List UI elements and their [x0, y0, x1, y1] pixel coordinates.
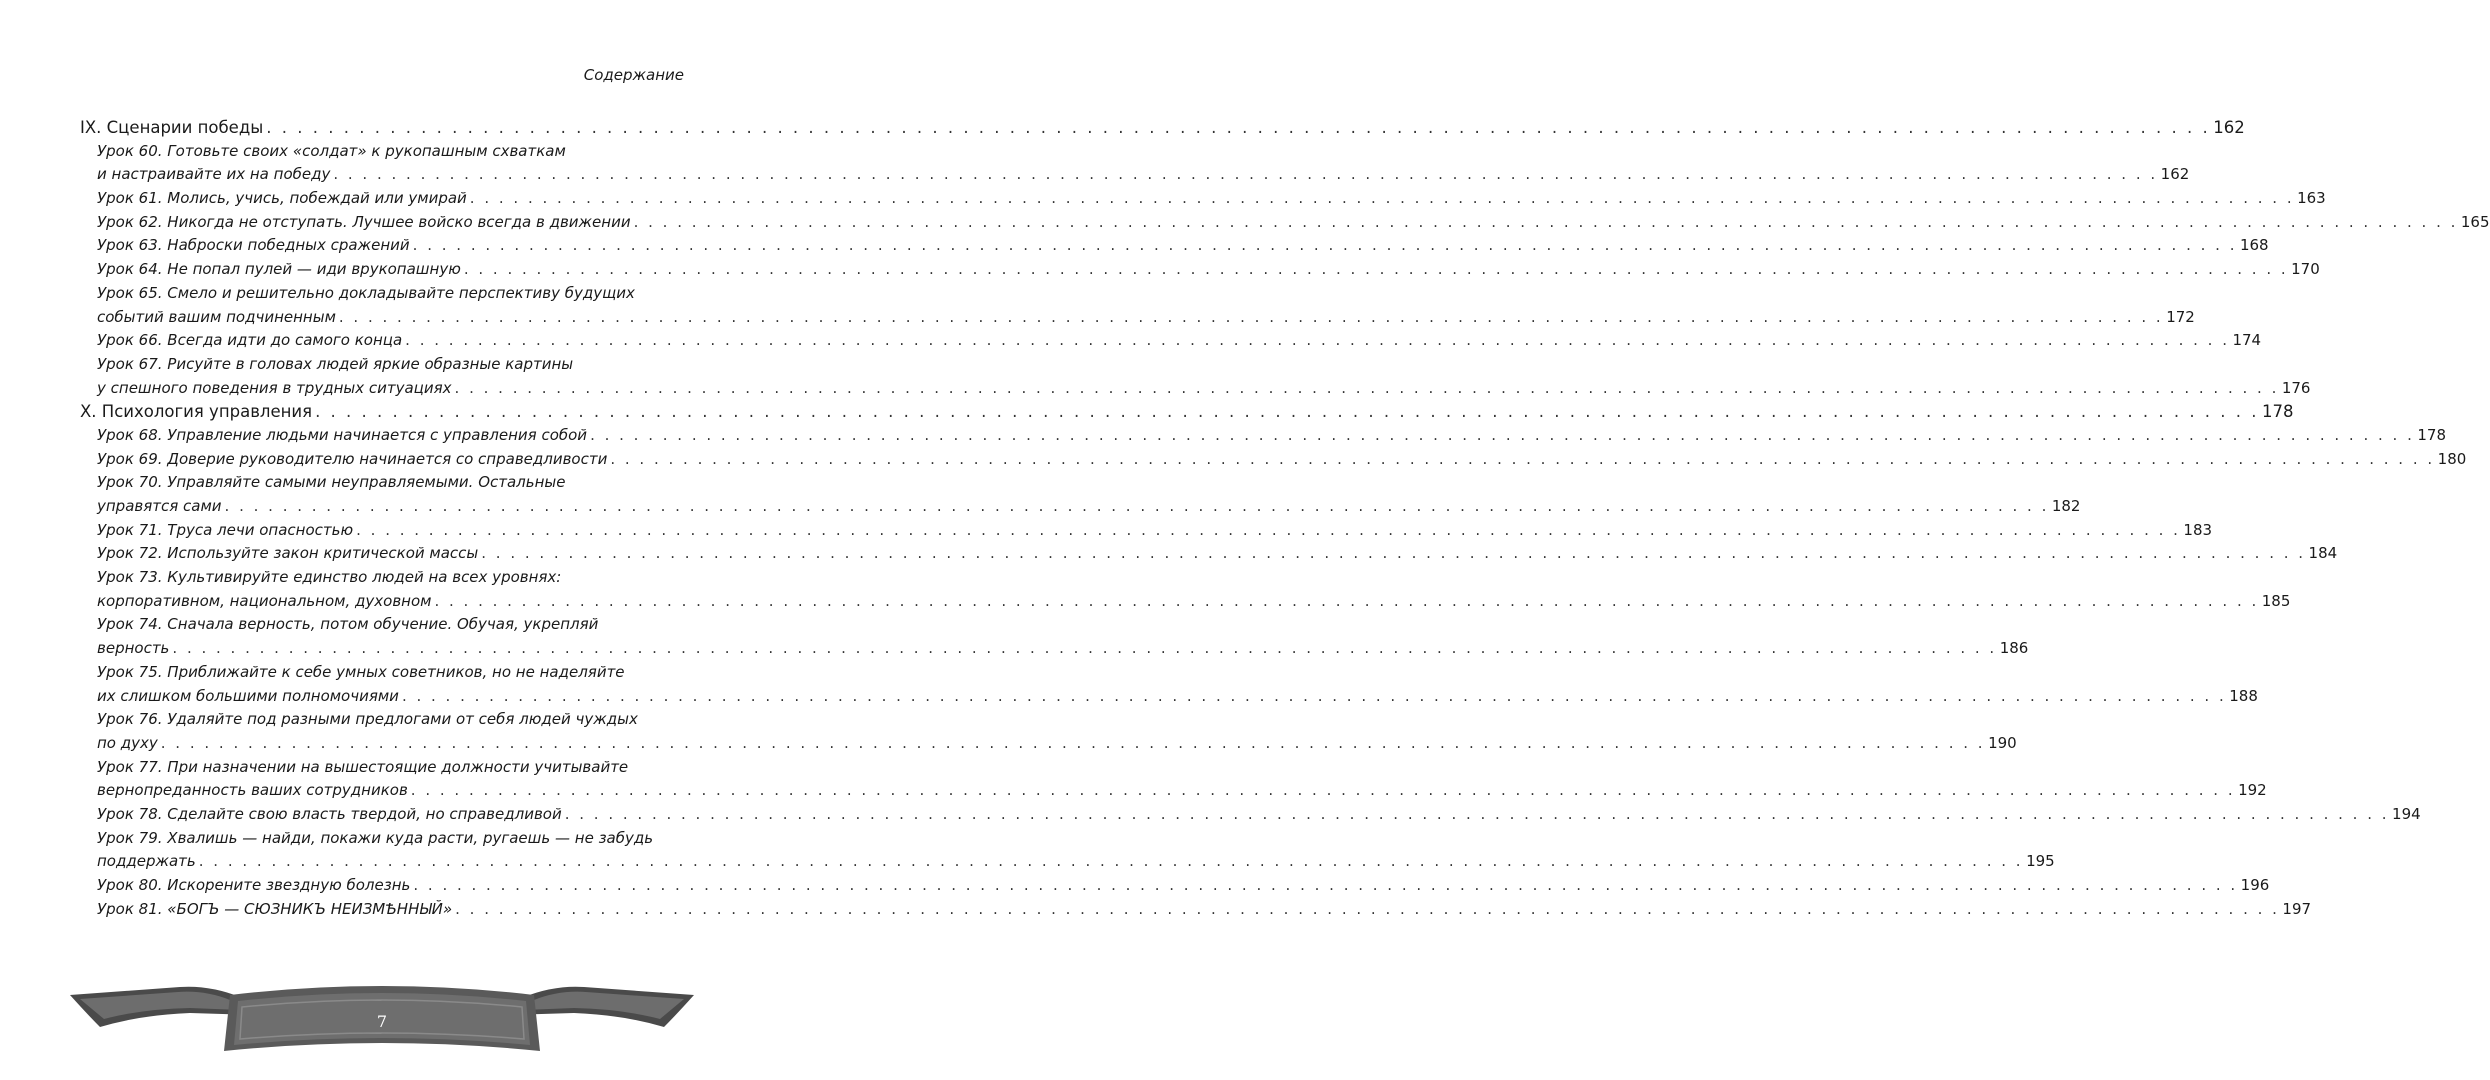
toc-lesson-entry: [80, 187, 2326, 211]
toc-entry-title: Урок 63. Наброски победных сражений: [97, 236, 410, 255]
toc-page-number: 162: [2213, 118, 2245, 137]
toc-leader-dots: [590, 424, 2414, 448]
toc-lesson-entry: [80, 258, 2320, 282]
toc-leader-dots: [455, 898, 2279, 922]
toc-entry-title: X. Психология управления: [80, 402, 313, 422]
toc-leader-dots: [610, 448, 2434, 472]
toc-page-number: 165: [2460, 212, 2490, 231]
toc-entry-title: верность: [97, 639, 170, 658]
toc-entry-title: Урок 77. При назначении на вышестоящие должности учитывайте: [97, 757, 629, 776]
toc-page-number: 162: [2160, 165, 2190, 184]
ribbon-banner-ornament: [70, 955, 694, 1055]
toc-entry-title: у спешного поведения в трудных ситуациях: [97, 378, 452, 397]
toc-entry-title: Урок 80. Искорените звездную болезнь: [97, 876, 411, 894]
toc-leader-dots: [413, 234, 2237, 258]
toc-entry-title: Урок 72. Используйте закон критической массы: [97, 544, 479, 563]
page-number: 7: [376, 1012, 388, 1031]
toc-lesson-entry: [80, 827, 678, 851]
table-of-contents: [80, 116, 2490, 921]
toc-leader-dots: [315, 400, 2259, 424]
toc-leader-dots: [481, 542, 2305, 566]
toc-leader-dots: [402, 685, 2226, 709]
toc-entry-title: Урок 68. Управление людьми начинается с управления собой: [97, 425, 588, 444]
toc-lesson-entry: [80, 353, 678, 377]
toc-leader-dots: [470, 187, 2294, 211]
toc-lesson-entry: [80, 377, 2311, 401]
toc-entry-title: IX. Сценарии победы: [80, 118, 264, 137]
toc-section-entry: [80, 116, 2245, 140]
toc-lesson-entry: [80, 613, 678, 637]
toc-entry-title: управятся сами: [97, 497, 222, 515]
toc-entry-title: событий вашим подчиненным: [97, 307, 336, 326]
toc-page-number: 178: [2417, 425, 2446, 444]
toc-page-number: 182: [2051, 497, 2081, 515]
toc-page-number: 178: [2262, 402, 2294, 422]
toc-leader-dots: [634, 211, 2458, 235]
toc-leader-dots: [405, 329, 2229, 353]
toc-entry-title: поддержать: [97, 852, 196, 871]
toc-entry-title: Урок 70. Управляйте самыми неуправляемыми. Остальные: [97, 473, 566, 492]
toc-page-number: 186: [1999, 639, 2029, 658]
toc-lesson-entry: [80, 756, 678, 780]
toc-leader-dots: [434, 590, 2258, 614]
toc-page-number: 183: [2183, 520, 2213, 539]
toc-lesson-entry: [80, 140, 678, 164]
toc-page-number: 188: [2229, 686, 2258, 705]
toc-page-number: 192: [2238, 781, 2267, 800]
toc-page-number: 190: [1988, 733, 2017, 752]
toc-lesson-entry: [80, 542, 2338, 566]
toc-page-number: 176: [2281, 378, 2311, 397]
toc-leader-dots: [225, 495, 2049, 519]
toc-leader-dots: [266, 116, 2210, 140]
toc-entry-title: Урок 75. Приближайте к себе умных советников, но не наделяйте: [97, 662, 625, 681]
toc-page-number: 163: [2297, 189, 2326, 208]
toc-lesson-entry: [80, 163, 2190, 187]
toc-leader-dots: [333, 163, 2157, 187]
toc-entry-title: Урок 65. Смело и решительно докладывайте перспективу будущих: [97, 283, 635, 302]
toc-lesson-entry: [80, 661, 678, 685]
toc-leader-dots: [199, 850, 2023, 874]
toc-lesson-entry: [80, 234, 2269, 258]
toc-page-number: 180: [2437, 449, 2467, 468]
toc-lesson-entry: [80, 685, 2258, 709]
toc-entry-title: Урок 73. Культивируйте единство людей на всех уровнях:: [97, 568, 562, 587]
toc-entry-title: Урок 62. Никогда не отступать. Лучшее войско всегда в движении: [97, 212, 631, 231]
toc-leader-dots: [356, 519, 2180, 543]
toc-page-number: 195: [2026, 852, 2055, 871]
toc-entry-title: вернопреданность ваших сотрудников: [97, 781, 408, 800]
toc-entry-title: Урок 67. Рисуйте в головах людей яркие образные картины: [97, 354, 574, 373]
toc-entry-title: Урок 78. Сделайте свою власть твердой, но справедливой: [97, 804, 562, 823]
toc-lesson-entry: [80, 448, 2467, 472]
toc-entry-title: Урок 71. Труса лечи опасностью: [97, 520, 354, 539]
toc-entry-title: Урок 69. Доверие руководителю начинается со справедливости: [97, 449, 608, 468]
toc-section-entry: [80, 400, 2294, 424]
toc-lesson-entry: [80, 495, 2081, 519]
toc-entry-title: Урок 81. «БОГЪ — СЮЗНИКЪ НЕИЗМѢННЫЙ»: [97, 899, 453, 918]
toc-page-number: 184: [2308, 544, 2338, 563]
toc-page-number: 172: [2166, 307, 2195, 326]
toc-leader-dots: [565, 803, 2389, 827]
toc-lesson-entry: [80, 874, 2270, 898]
toc-lesson-entry: [80, 708, 678, 732]
toc-entry-title: Урок 60. Готовьте своих «солдат» к рукопашным схваткам: [97, 141, 566, 160]
toc-page-number: 196: [2240, 876, 2270, 894]
toc-lesson-entry: [80, 732, 2017, 756]
toc-entry-title: по духу: [97, 733, 158, 752]
toc-entry-title: и настраивайте их на победу: [97, 165, 331, 184]
toc-lesson-entry: [80, 566, 678, 590]
toc-entry-title: Урок 66. Всегда идти до самого конца: [97, 331, 403, 350]
toc-leader-dots: [464, 258, 2288, 282]
toc-lesson-entry: [80, 637, 2029, 661]
toc-entry-title: Урок 64. Не попал пулей — иди врукопашную: [97, 260, 461, 279]
toc-lesson-entry: [80, 519, 2213, 543]
toc-leader-dots: [411, 779, 2235, 803]
toc-entry-title: Урок 74. Сначала верность, потом обучение. Обучая, укрепляй: [97, 615, 599, 634]
toc-leader-dots: [455, 377, 2279, 401]
toc-page-number: 174: [2232, 331, 2262, 350]
toc-entry-title: Урок 79. Хвалишь — найди, покажи куда расти, ругаешь — не забудь: [97, 828, 654, 847]
toc-lesson-entry: [80, 329, 2262, 353]
toc-entry-title: Урок 76. Удаляйте под разными предлогами от себя людей чуждых: [97, 710, 638, 729]
toc-lesson-entry: [80, 282, 678, 306]
toc-lesson-entry: [80, 850, 2055, 874]
toc-lesson-entry: [80, 211, 2490, 235]
toc-entry-title: их слишком большими полномочиями: [97, 686, 399, 705]
toc-leader-dots: [413, 874, 2237, 898]
running-head: Содержание: [583, 66, 684, 84]
toc-page-number: 170: [2291, 260, 2320, 279]
toc-page-number: 194: [2392, 804, 2421, 823]
toc-leader-dots: [339, 306, 2163, 330]
toc-lesson-entry: [80, 803, 2421, 827]
toc-leader-dots: [172, 637, 1996, 661]
toc-page-number: 197: [2282, 899, 2312, 918]
toc-leader-dots: [161, 732, 1985, 756]
toc-lesson-entry: [80, 471, 678, 495]
toc-entry-title: корпоративном, национальном, духовном: [97, 591, 432, 610]
toc-lesson-entry: [80, 306, 2195, 330]
toc-entry-title: Урок 61. Молись, учись, побеждай или умирай: [97, 189, 467, 208]
toc-lesson-entry: [80, 779, 2267, 803]
toc-page-number: 185: [2261, 591, 2291, 610]
toc-lesson-entry: [80, 590, 2291, 614]
toc-lesson-entry: [80, 898, 2312, 922]
toc-page-number: 168: [2239, 236, 2269, 255]
toc-lesson-entry: [80, 424, 2446, 448]
